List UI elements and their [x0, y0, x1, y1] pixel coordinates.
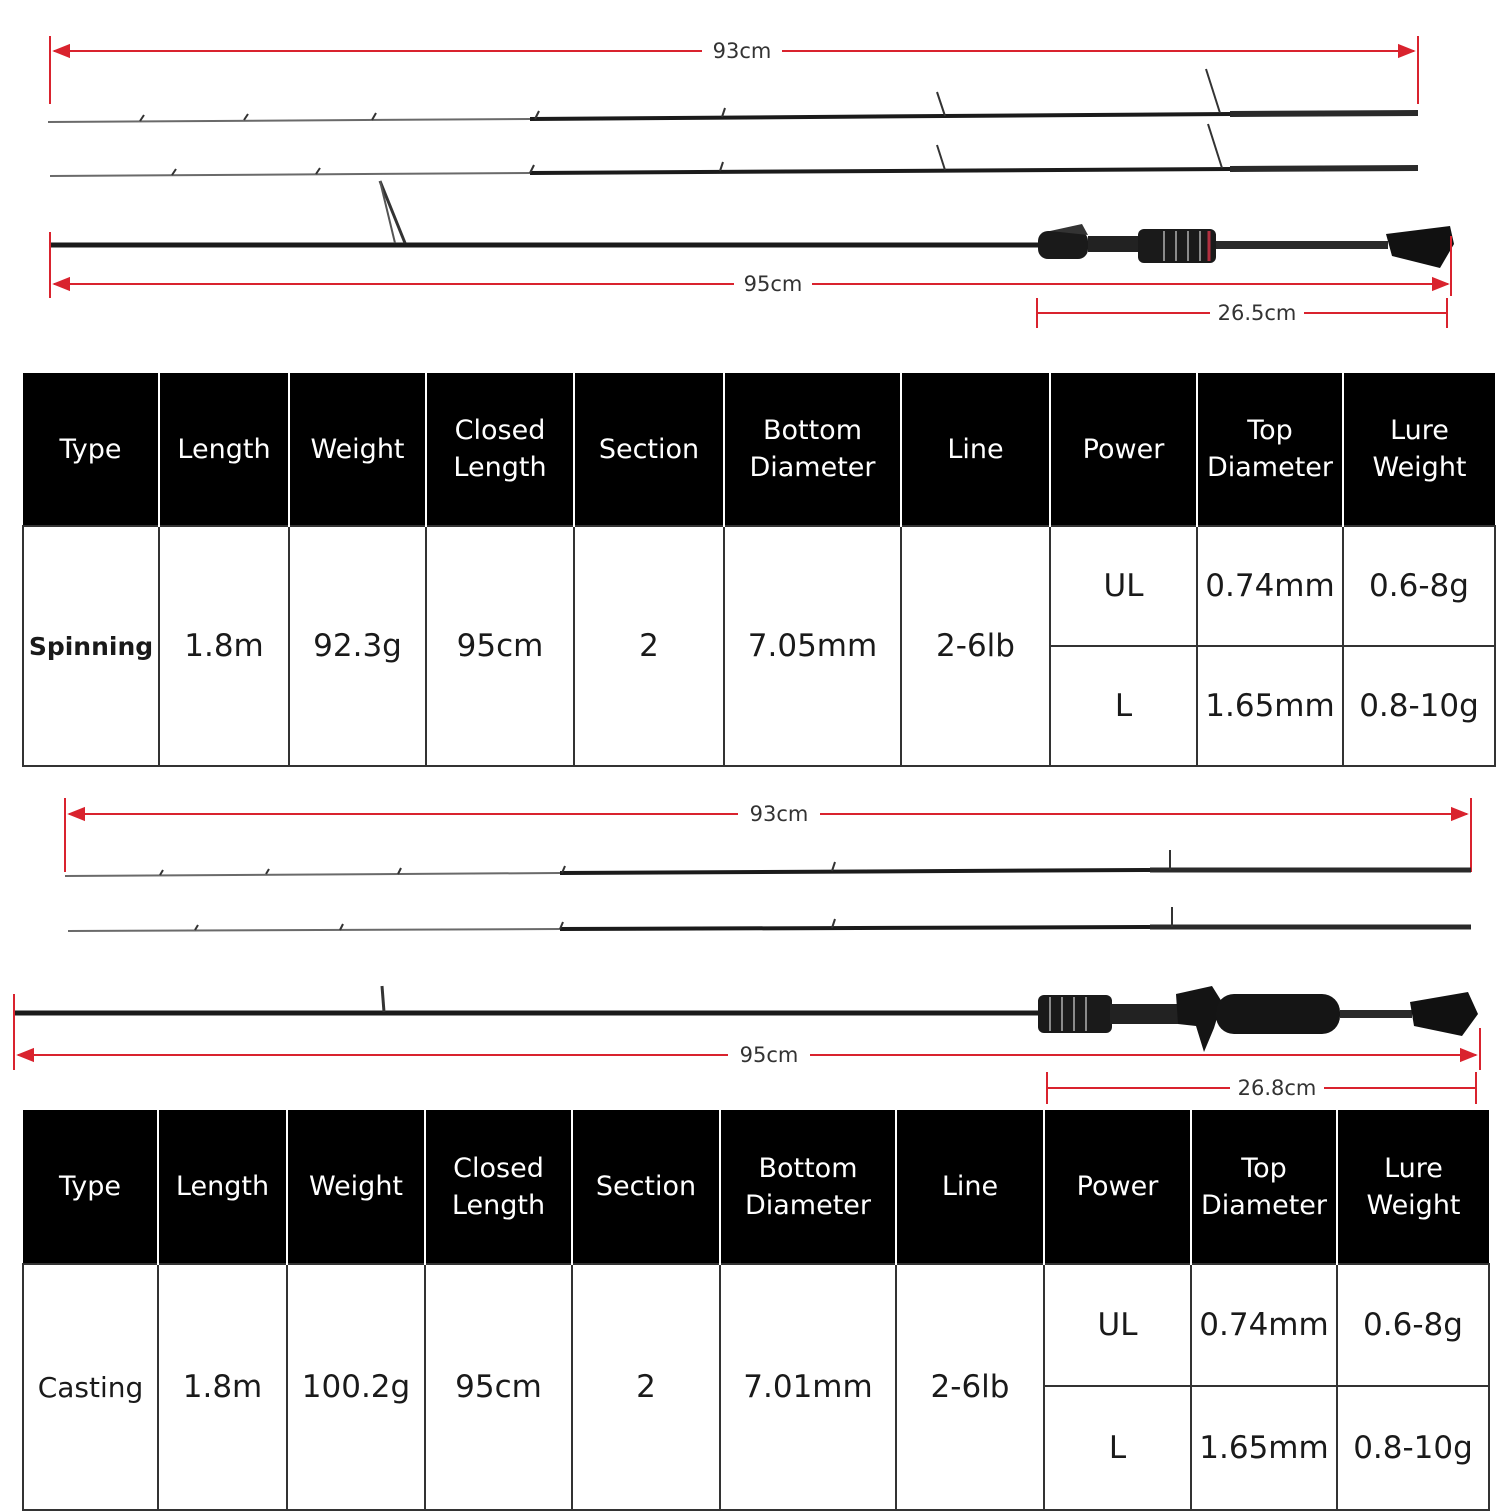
header-lure-weight: Lure Weight	[1343, 373, 1495, 526]
header-weight: Weight	[289, 373, 426, 526]
spinning-bottom-diameter-cell: 7.05mm	[724, 526, 901, 766]
casting-butt-section-length-label: 95cm	[739, 1043, 799, 1067]
spinning-type-cell: Spinning	[23, 526, 159, 766]
casting-length-cell: 1.8m	[158, 1264, 287, 1510]
spinning-row-ul	[23, 526, 1495, 646]
header-weight: Weight	[287, 1110, 425, 1264]
header-length: Length	[159, 373, 289, 526]
casting-line-cell: 2-6lb	[896, 1264, 1044, 1510]
header-lure-weight: Lure Weight	[1337, 1110, 1489, 1264]
spinning-spec-table	[22, 373, 1496, 767]
casting-handle-dimension	[1047, 1072, 1476, 1104]
header-power: Power	[1050, 373, 1197, 526]
header-bottom-diameter: Bottom Diameter	[720, 1110, 896, 1264]
casting-section-cell: 2	[572, 1264, 720, 1510]
spinning-rod-illustration	[0, 0, 1500, 345]
casting-power-ul-cell: UL	[1044, 1264, 1191, 1386]
header-power: Power	[1044, 1110, 1191, 1264]
casting-closed-length-cell: 95cm	[425, 1264, 572, 1510]
casting-power-l-cell: L	[1044, 1386, 1191, 1510]
header-bottom-diameter: Bottom Diameter	[724, 373, 901, 526]
spinning-power-ul-cell: UL	[1050, 526, 1197, 646]
header-closed-length: Closed Length	[425, 1110, 572, 1264]
header-closed-length: Closed Length	[426, 373, 574, 526]
casting-spec-table	[22, 1110, 1490, 1511]
spinning-power-l-cell: L	[1050, 646, 1197, 766]
header-type: Type	[23, 373, 159, 526]
spinning-top-diameter-l-cell: 1.65mm	[1197, 646, 1343, 766]
spinning-header-row	[23, 373, 1495, 526]
header-length: Length	[158, 1110, 287, 1264]
casting-top-diameter-l-cell: 1.65mm	[1191, 1386, 1337, 1510]
tip-section-rod-2	[50, 124, 1418, 176]
casting-type-cell: Casting	[23, 1264, 158, 1510]
casting-lure-weight-ul-cell: 0.6-8g	[1337, 1264, 1489, 1386]
spinning-closed-length-cell: 95cm	[426, 526, 574, 766]
spinning-line-cell: 2-6lb	[901, 526, 1050, 766]
casting-header-row	[23, 1110, 1489, 1264]
top-section-dimension	[50, 36, 1418, 104]
butt-section-rod	[50, 181, 1454, 268]
header-top-diameter: Top Diameter	[1191, 1110, 1337, 1264]
casting-top-section-length-label: 93cm	[749, 802, 809, 826]
spinning-length-cell: 1.8m	[159, 526, 289, 766]
casting-top-diameter-ul-cell: 0.74mm	[1191, 1264, 1337, 1386]
header-section: Section	[572, 1110, 720, 1264]
spinning-section-cell: 2	[574, 526, 724, 766]
casting-weight-cell: 100.2g	[287, 1264, 425, 1510]
butt-section-length-label: 95cm	[743, 272, 803, 296]
spinning-top-diameter-ul-cell: 0.74mm	[1197, 526, 1343, 646]
casting-tip-section-rod-1	[65, 850, 1471, 876]
header-line: Line	[901, 373, 1050, 526]
spinning-weight-cell: 92.3g	[289, 526, 426, 766]
casting-tip-section-rod-2	[68, 907, 1471, 931]
casting-rod-illustration	[0, 780, 1500, 1110]
header-top-diameter: Top Diameter	[1197, 373, 1343, 526]
casting-bottom-diameter-cell: 7.01mm	[720, 1264, 896, 1510]
header-section: Section	[574, 373, 724, 526]
tip-section-rod-1	[48, 69, 1418, 122]
header-line: Line	[896, 1110, 1044, 1264]
handle-dimension	[1037, 298, 1447, 328]
spinning-lure-weight-ul-cell: 0.6-8g	[1343, 526, 1495, 646]
top-section-length-label: 93cm	[712, 39, 772, 63]
casting-top-section-dimension	[65, 798, 1471, 872]
casting-row-ul	[23, 1264, 1489, 1386]
header-type: Type	[23, 1110, 158, 1264]
handle-length-label: 26.5cm	[1217, 301, 1297, 325]
spinning-lure-weight-l-cell: 0.8-10g	[1343, 646, 1495, 766]
casting-lure-weight-l-cell: 0.8-10g	[1337, 1386, 1489, 1510]
casting-handle-length-label: 26.8cm	[1237, 1076, 1317, 1100]
